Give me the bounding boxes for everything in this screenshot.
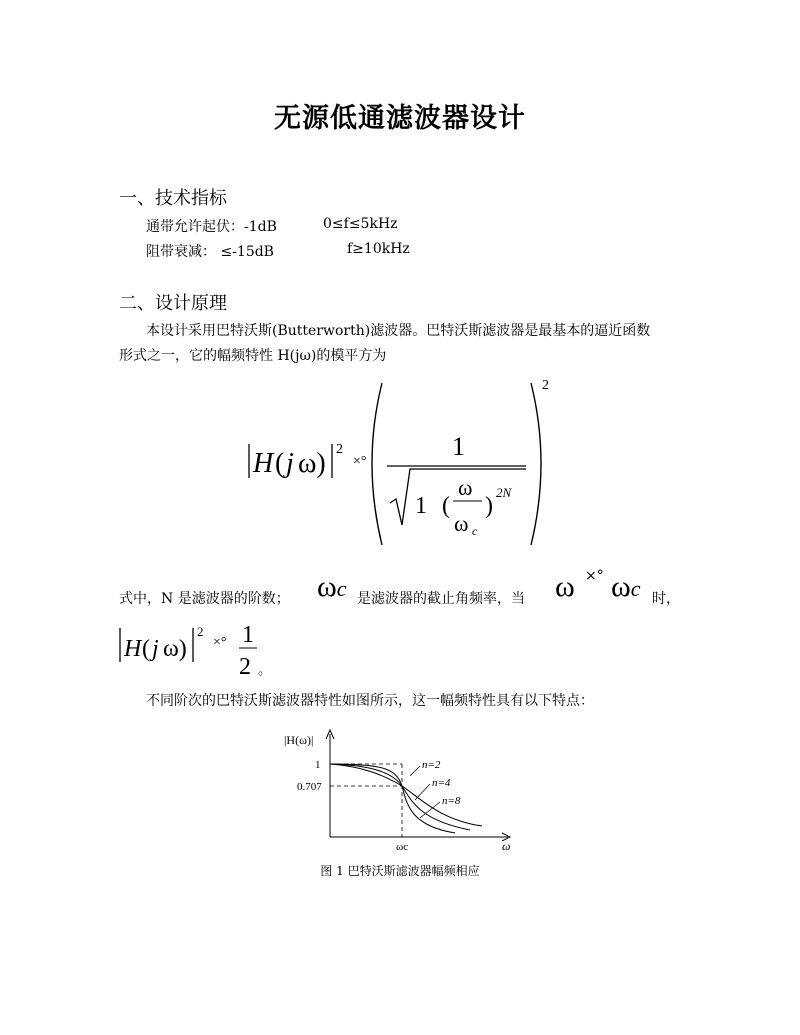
series-label-n4: n=4: [432, 777, 451, 789]
x-tick-wc: ωc: [396, 841, 409, 852]
svg-text:×°: ×°: [353, 454, 367, 469]
svg-text:1: 1: [452, 432, 465, 461]
y-axis-label: |H(ω)|: [284, 733, 314, 747]
figure-caption: 图 1 巴特沃斯滤波器幅频相应: [320, 864, 480, 878]
svg-text:c: c: [472, 524, 478, 538]
para1-line1: 本设计采用巴特沃斯(Butterworth)滤波器。巴特沃斯滤波器是最基本的逼近函数: [146, 323, 651, 339]
series-label-n2: n=2: [422, 759, 441, 771]
svg-text:2: 2: [239, 654, 251, 680]
svg-text:(: (: [142, 636, 150, 662]
svg-text:2: 2: [336, 442, 343, 457]
svg-text:2: 2: [197, 624, 204, 639]
svg-text:1: 1: [415, 493, 427, 519]
omega-c-symbol: ωc: [317, 570, 347, 603]
spec1-range: 0≤f≤5kHz: [323, 216, 398, 232]
y-tick-0707: 0.707: [297, 781, 322, 793]
para2: 不同阶次的巴特沃斯滤波器特性如图所示，这一幅频特性具有以下特点：: [146, 693, 594, 709]
svg-text:j: j: [286, 448, 294, 479]
x-axis-label: ω: [502, 839, 511, 852]
where-text-c: 时，: [652, 591, 680, 607]
svg-text:H: H: [253, 448, 274, 479]
svg-text:ω: ω: [458, 475, 473, 500]
equals-glyph: ×°: [585, 568, 604, 584]
section2-heading: 二、设计原理: [119, 293, 227, 314]
where-text-a: 式中，N 是滤波器的阶数；: [119, 591, 290, 607]
svg-text:1: 1: [242, 622, 254, 648]
spec2-range: f≥10kHz: [347, 241, 410, 257]
svg-text:ω): ω): [298, 448, 326, 479]
svg-text:。: 。: [258, 662, 272, 677]
svg-text:×°: ×°: [213, 635, 227, 650]
svg-text:H: H: [124, 636, 142, 662]
svg-text:ω): ω): [163, 636, 187, 662]
spec1-label: 通带允许起伏：-1dB: [146, 219, 277, 235]
svg-text:2N: 2N: [496, 485, 512, 500]
para1-line2: 形式之一，它的幅频特性 H(jω)的模平方为: [119, 348, 387, 364]
spec2-label: 阻带衰减： ≤-15dB: [146, 244, 274, 260]
svg-text:j: j: [152, 636, 159, 662]
butterworth-formula: [230, 375, 590, 550]
section1-heading: 一、技术指标: [119, 188, 227, 209]
curve-n8: [330, 764, 455, 833]
svg-text:2: 2: [542, 378, 549, 393]
y-tick-1: 1: [315, 759, 321, 771]
svg-text:): ): [485, 493, 493, 519]
svg-text:(: (: [442, 493, 450, 519]
page-title: 无源低通滤波器设计: [274, 103, 526, 134]
omega-symbol: ω: [555, 570, 575, 603]
svg-text:(: (: [275, 448, 285, 479]
half-power-formula: [115, 612, 285, 680]
butterworth-response-figure: [270, 722, 520, 852]
omega-c-symbol-2: ωc: [611, 570, 641, 603]
series-label-n8: n=8: [442, 795, 461, 807]
svg-text:ω: ω: [454, 511, 469, 536]
where-text-b: 是滤波器的截止角频率，当: [357, 591, 525, 607]
